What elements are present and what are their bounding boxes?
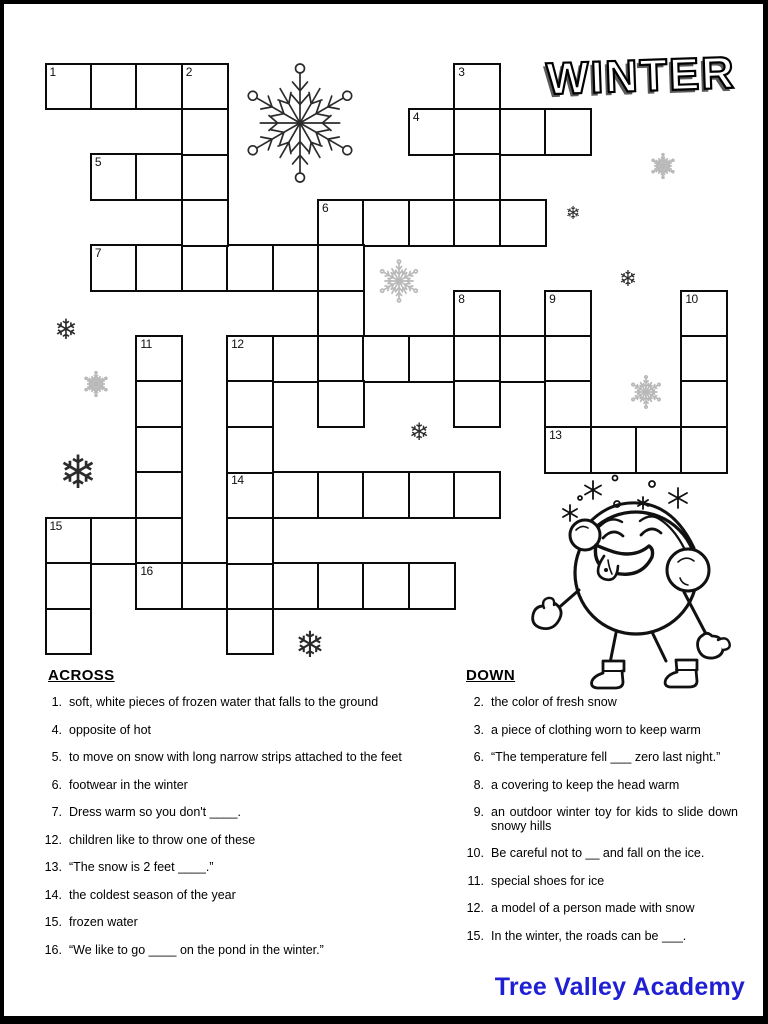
crossword-cell[interactable] — [453, 380, 501, 428]
cell-number: 6 — [322, 200, 329, 215]
clue-item — [36, 751, 404, 765]
crossword-cell[interactable] — [181, 63, 229, 111]
crossword-cell[interactable] — [544, 290, 592, 338]
crossword-cell[interactable] — [317, 290, 365, 338]
cell-number: 3 — [458, 64, 465, 79]
snowflake-icon — [629, 375, 663, 409]
clue-text: “The snow is 2 feet ____.” — [69, 860, 214, 874]
clue-number: 2. — [473, 695, 484, 709]
crossword-cell[interactable] — [226, 244, 274, 292]
clue-text: “The temperature fell ___ zero last night.” — [491, 750, 721, 764]
crossword-cell[interactable] — [362, 562, 410, 610]
crossword-cell[interactable] — [226, 335, 274, 383]
crossword-cell[interactable] — [499, 199, 547, 247]
clue-item — [36, 806, 404, 820]
cell-number: 12 — [231, 337, 244, 352]
snowflake-icon: ❄ — [565, 203, 581, 224]
clue-text: footwear in the winter — [69, 777, 188, 792]
crossword-cell[interactable] — [362, 471, 410, 519]
crossword-cell[interactable] — [135, 562, 183, 610]
crossword-cell[interactable] — [453, 199, 501, 247]
crossword-cell[interactable] — [181, 244, 229, 292]
crossword-cell[interactable] — [45, 517, 93, 565]
crossword-cell[interactable] — [135, 153, 183, 201]
clue-number: 10. — [466, 846, 484, 860]
snowflake-icon — [238, 61, 362, 185]
crossword-cell[interactable] — [453, 471, 501, 519]
cell-number: 16 — [140, 564, 153, 579]
crossword-cell[interactable] — [362, 199, 410, 247]
mitten-right — [698, 633, 724, 658]
clue-number: 9. — [473, 805, 484, 819]
cell-number: 8 — [458, 291, 465, 306]
crossword-cell[interactable] — [544, 335, 592, 383]
clue-number: 1. — [51, 695, 62, 709]
clue-item — [458, 847, 738, 861]
crossword-cell[interactable] — [272, 335, 320, 383]
crossword-cell[interactable] — [317, 244, 365, 292]
snowflake-icon — [377, 259, 421, 303]
clue-text: Dress warm so you don't ____. — [69, 805, 241, 819]
clue-text: a piece of clothing worn to keep warm — [491, 722, 701, 737]
cell-number: 14 — [231, 473, 244, 488]
clue-item — [458, 806, 738, 833]
arm-right — [684, 592, 706, 634]
crossword-cell[interactable] — [408, 199, 456, 247]
crossword-cell[interactable] — [181, 199, 229, 247]
crossword-cell[interactable] — [45, 608, 93, 656]
crossword-cell[interactable] — [90, 517, 138, 565]
cell-number: 11 — [140, 337, 152, 352]
clue-number: 16. — [44, 942, 62, 957]
clue-text: an outdoor winter toy for kids to slide down snowy hills — [491, 805, 738, 833]
crossword-cell[interactable] — [272, 471, 320, 519]
clue-text: a covering to keep the head warm — [491, 777, 680, 792]
crossword-cell[interactable] — [135, 335, 183, 383]
snowflake-icon — [83, 371, 109, 397]
cell-number: 4 — [412, 109, 420, 124]
clue-item — [36, 834, 404, 848]
down-heading: DOWN — [466, 667, 516, 684]
clue-item — [458, 930, 738, 944]
cell-number: 9 — [549, 291, 556, 306]
snowflake-icon: ❄ — [58, 445, 98, 499]
snowflake-icon: ❄ — [618, 267, 638, 292]
clue-text: opposite of hot — [69, 722, 152, 737]
crossword-cell[interactable] — [135, 63, 183, 111]
crossword-cell[interactable] — [272, 562, 320, 610]
clue-text: to move on snow with long narrow strips attached to the feet — [69, 750, 402, 764]
leg-left — [610, 633, 616, 663]
crossword-cell[interactable] — [453, 108, 501, 156]
crossword-cell[interactable] — [317, 199, 365, 247]
clue-number: 15. — [466, 928, 484, 943]
crossword-cell[interactable] — [544, 380, 592, 428]
crossword-cell[interactable] — [181, 153, 229, 201]
crossword-cell[interactable] — [680, 290, 728, 338]
snowflake-icon: ❄ — [294, 625, 326, 666]
cell-number: 15 — [49, 518, 62, 533]
crossword-cell[interactable] — [499, 108, 547, 156]
snowman-character-illustration — [500, 462, 740, 697]
crossword-cell[interactable] — [90, 244, 138, 292]
crossword-cell[interactable] — [226, 608, 274, 656]
clue-number: 6. — [51, 777, 62, 792]
clue-item — [458, 696, 738, 710]
crossword-cell[interactable] — [226, 517, 274, 565]
crossword-cell[interactable] — [226, 562, 274, 610]
crossword-cell[interactable] — [226, 471, 274, 519]
clue-item — [458, 875, 738, 889]
crossword-cell[interactable] — [45, 63, 93, 111]
crossword-cell[interactable] — [680, 380, 728, 428]
clue-item — [36, 916, 404, 930]
cell-number: 2 — [185, 64, 192, 79]
clue-number: 5. — [51, 750, 62, 764]
crossword-cell[interactable] — [453, 335, 501, 383]
clue-item — [36, 724, 404, 738]
crossword-cell[interactable] — [135, 380, 183, 428]
cell-number: 5 — [94, 155, 102, 170]
crossword-cell[interactable] — [135, 471, 183, 519]
crossword-cell[interactable] — [135, 244, 183, 292]
clue-text: children like to throw one of these — [69, 832, 256, 847]
across-heading: ACROSS — [48, 667, 115, 684]
clue-number: 15. — [44, 915, 62, 929]
crossword-cell[interactable] — [453, 290, 501, 338]
clue-item — [36, 944, 404, 958]
crossword-cell[interactable] — [317, 562, 365, 610]
clue-number: 8. — [473, 777, 484, 792]
clue-text: frozen water — [69, 915, 138, 929]
brand-footer: Tree Valley Academy — [494, 973, 745, 1001]
crossword-cell[interactable] — [680, 335, 728, 383]
clue-text: In the winter, the roads can be ___. — [491, 928, 687, 943]
clue-number: 12. — [44, 832, 62, 847]
snowflake-icon — [650, 153, 676, 179]
crossword-cell[interactable] — [135, 517, 183, 565]
clue-text: special shoes for ice — [491, 873, 605, 888]
clue-number: 7. — [51, 805, 62, 819]
clue-item — [36, 779, 404, 793]
clue-text: a model of a person made with snow — [491, 901, 695, 915]
clue-item — [36, 889, 404, 903]
crossword-cell[interactable] — [408, 108, 456, 156]
clue-item — [36, 696, 404, 710]
clue-number: 12. — [466, 901, 484, 915]
crossword-cell[interactable] — [362, 335, 410, 383]
clue-item — [458, 779, 738, 793]
clue-number: 4. — [51, 722, 62, 737]
across-clues-section — [36, 667, 404, 971]
crossword-cell[interactable] — [135, 426, 183, 474]
crossword-cell[interactable] — [90, 153, 138, 201]
snowflake-icon: ❄ — [54, 313, 78, 346]
clue-item — [36, 861, 404, 875]
crossword-cell[interactable] — [544, 108, 592, 156]
clue-number: 6. — [473, 750, 484, 764]
clue-number: 13. — [44, 860, 62, 874]
leg-right — [652, 632, 666, 661]
cell-number: 7 — [94, 246, 102, 261]
crossword-cell[interactable] — [317, 471, 365, 519]
clue-item — [458, 724, 738, 738]
crossword-cell[interactable] — [90, 63, 138, 111]
crossword-cell[interactable] — [45, 562, 93, 610]
clue-number: 3. — [473, 722, 484, 737]
clue-text: “We like to go ____ on the pond in the winter.” — [69, 942, 324, 957]
cell-number: 13 — [549, 427, 562, 442]
crossword-cell[interactable] — [317, 380, 365, 428]
clue-text: soft, white pieces of frozen water that falls to the ground — [69, 695, 379, 709]
clue-text: Be careful not to __ and fall on the ice. — [491, 846, 705, 860]
crossword-cell[interactable] — [453, 63, 501, 111]
cell-number: 1 — [49, 64, 56, 79]
crossword-cell[interactable] — [408, 562, 456, 610]
down-clues-section — [458, 667, 738, 957]
crossword-cell[interactable] — [181, 108, 229, 156]
clue-number: 14. — [44, 887, 62, 902]
clue-text: the color of fresh snow — [491, 695, 617, 709]
clue-text: the coldest season of the year — [69, 887, 236, 902]
crossword-cell[interactable] — [408, 471, 456, 519]
crossword-cell[interactable] — [499, 335, 547, 383]
crossword-cell[interactable] — [317, 335, 365, 383]
clue-item — [458, 751, 738, 765]
clue-item — [458, 902, 738, 916]
crossword-cell[interactable] — [226, 426, 274, 474]
crossword-cell[interactable] — [226, 380, 274, 428]
clue-number: 11. — [467, 873, 484, 888]
crossword-cell[interactable] — [181, 562, 229, 610]
crossword-cell[interactable] — [408, 335, 456, 383]
cell-number: 10 — [685, 291, 698, 306]
crossword-cell[interactable] — [272, 244, 320, 292]
crossword-cell[interactable] — [453, 153, 501, 201]
page-title: WINTER — [545, 46, 737, 105]
snowflake-icon: ❄ — [408, 418, 430, 446]
